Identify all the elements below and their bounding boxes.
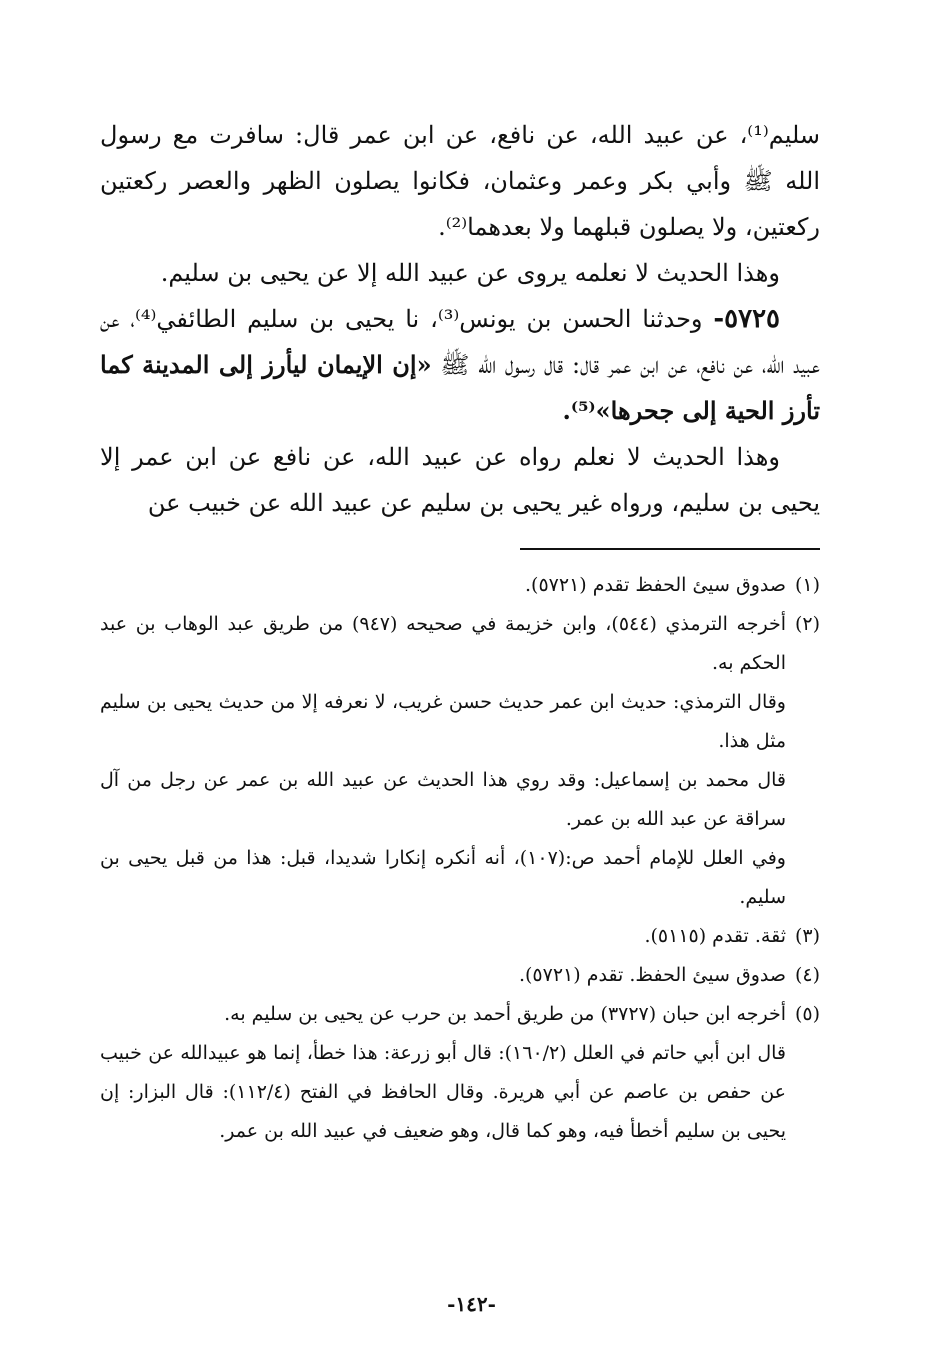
footnote-2	[100, 605, 820, 683]
footnote-2-para-3: وفي العلل للإمام أحمد ص:(١٠٧)، أنه أنكره إنكارا شديدا، قبل: هذا من قبل يحيى بن سليم.	[100, 847, 786, 908]
footnote-2-para-2: قال محمد بن إسماعيل: وقد روي هذا الحديث عن عبيد الله بن عمر عن رجل من آل سراقة عن عبد الله بن عمر.	[100, 769, 786, 830]
footnote-text: صدوق سيئ الحفظ تقدم (٥٧٢١).	[525, 574, 786, 596]
footnote-4	[100, 956, 820, 995]
footnote-5-para-1: قال ابن أبي حاتم في العلل (١٦٠/٢): قال أبو زرعة: هذا خطأ، إنما هو عبيدالله عن خبيب عن حفص بن عاصم عن أبي هريرة. وقال الحافظ في الفتح (١١٢/٤): قال البزار: إن يحيى بن سليم أخطأ فيه، وهو كما قال، وهو ضعيف في عبيد الله بن عمر.	[100, 1042, 787, 1142]
paragraph-3-text: وحدثنا الحسن بن يونس⁽³⁾، نا يحيى بن سليم الطائفي⁽⁴⁾، عن عبيد الله، عن نافع، عن ابن عمر قال: قال رسول الله ﷺ	[100, 305, 820, 379]
paragraph-4: وهذا الحديث لا نعلم رواه عن عبيد الله، عن نافع عن ابن عمر إلا يحيى بن سليم، ورواه غير يحيى بن سليم عن عبيد الله عن خبيب عن	[100, 443, 820, 517]
footnote-text: ثقة. تقدم (٥١١٥).	[644, 925, 786, 947]
paragraph-2: وهذا الحديث لا نعلمه يروى عن عبيد الله إلا عن يحيى بن سليم.	[160, 259, 780, 287]
page-number: -١٤٢-	[447, 1292, 496, 1316]
footnote-number: (٣)	[794, 925, 820, 947]
footnote-2-para-1: وقال الترمذي: حديث ابن عمر حديث حسن غريب، لا نعرفه إلا من حديث يحيى بن سليم مثل هذا.	[100, 691, 786, 752]
footnote-number: (٥)	[794, 1003, 820, 1025]
footnote-separator	[520, 548, 820, 550]
footnotes	[100, 566, 820, 1151]
hadith-quote: «إن الإيمان ليأرز إلى المدينة كما تأرز الحية إلى جحرها»⁽⁵⁾.	[100, 350, 820, 425]
footnote-text: صدوق سيئ الحفظ. تقدم (٥٧٢١).	[518, 964, 786, 986]
footnote-5	[100, 995, 820, 1034]
footnote-text: أخرجه ابن حبان (٣٧٢٧) من طريق أحمد بن حرب عن يحيى بن سليم به.	[224, 1003, 786, 1025]
paragraph-1: سليم⁽¹⁾، عن عبيد الله، عن نافع، عن ابن عمر قال: سافرت مع رسول الله ﷺ وأبي بكر وعمر وعثمان، فكانوا يصلون الظهر والعصر ركعتين ركعتين، ولا يصلون قبلهما ولا بعدهما⁽²⁾.	[100, 121, 820, 241]
footnote-number: (٢)	[794, 613, 820, 635]
footnote-number: (٤)	[794, 964, 820, 986]
main-text	[100, 112, 820, 526]
footnote-3	[100, 917, 820, 956]
footnote-number: (١)	[794, 574, 820, 596]
hadith-number: ٥٧٢٥-	[713, 304, 781, 334]
footnote-text: أخرجه الترمذي (٥٤٤)، وابن خزيمة في صحيحه (٩٤٧) من طريق عبد الوهاب بن عبد الحكم به.	[100, 613, 786, 674]
page-body	[100, 112, 820, 1151]
footnote-1	[100, 566, 820, 605]
paragraph-3	[100, 296, 820, 434]
